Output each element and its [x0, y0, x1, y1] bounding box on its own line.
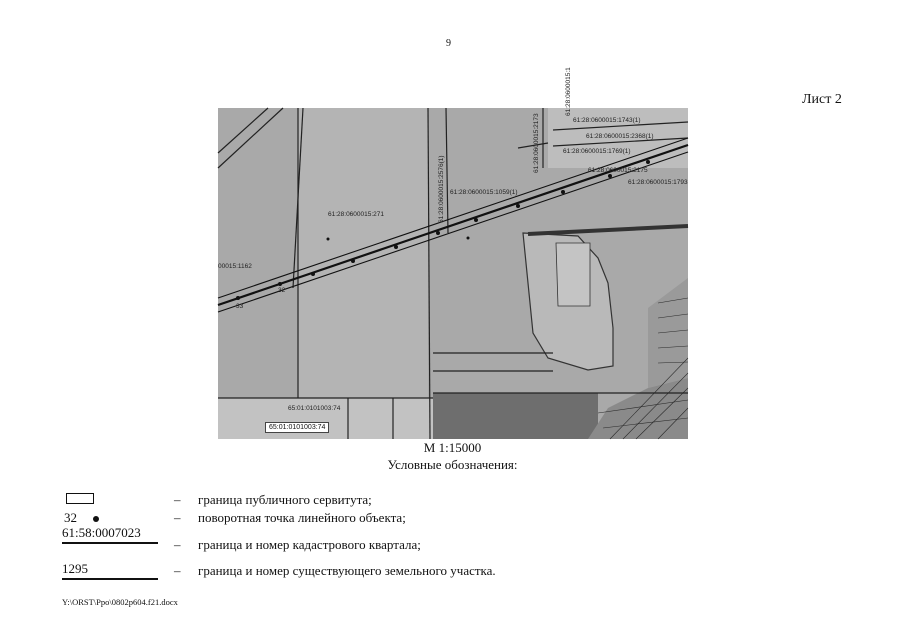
legend-dash: –: [174, 563, 181, 578]
map-parcel-label: 65:01:0101003:74: [288, 405, 341, 412]
point-dot-icon: [93, 516, 99, 522]
map-parcel-label: 61:28:0600015:1059(1): [450, 189, 518, 196]
cadastral-quarter-number: 61:58:0007023: [62, 525, 158, 544]
map-parcel-label: 61:28:0600015:1793: [628, 179, 688, 186]
map-parcel-label: 61:28:0600015:2576(1): [438, 155, 445, 223]
sheet-label: Лист 2: [802, 92, 842, 107]
legend-dash: –: [174, 492, 181, 507]
point-number-sample: 32: [64, 510, 77, 525]
map-point-number: 33: [236, 303, 244, 310]
land-parcel-number: 1295: [62, 561, 158, 580]
map-boxed-label: 65:01:0101003:74: [265, 422, 329, 433]
legend-text: поворотная точка линейного объекта;: [198, 510, 406, 525]
map-parcel-label: 61:28:0600015:1769(1): [563, 148, 631, 155]
legend-text: граница и номер кадастрового квартала;: [198, 537, 421, 552]
map-scale: М 1:15000: [423, 440, 482, 455]
legend-dash: –: [174, 510, 181, 525]
map-parcel-label: 61:28:0600015:2175: [588, 167, 648, 174]
document-file-path: Y:\ORST\Ppo\0802p604.f21.docx: [62, 597, 178, 607]
map-point-number: 32: [278, 287, 286, 294]
legend-text: граница и номер существующего земельного участка.: [198, 563, 496, 578]
map-parcel-label: 61:28:0600015:1743(1): [573, 117, 641, 124]
cadastral-map: [218, 67, 688, 439]
map-parcel-label: 61:28:0600015:1: [565, 67, 572, 116]
map-parcel-label: 61:28:0600015:2368(1): [586, 133, 654, 140]
map-parcel-label: 61:28:0600015:2173: [533, 113, 540, 173]
legend-dash: –: [174, 537, 181, 552]
legend-text: граница публичного сервитута;: [198, 492, 372, 507]
map-parcel-label: 61:28:0600015:271: [328, 211, 385, 218]
map-parcel-label: 00015:1162: [218, 263, 252, 270]
page-number: 9: [446, 38, 451, 49]
legend-title: Условные обозначения:: [387, 457, 518, 472]
